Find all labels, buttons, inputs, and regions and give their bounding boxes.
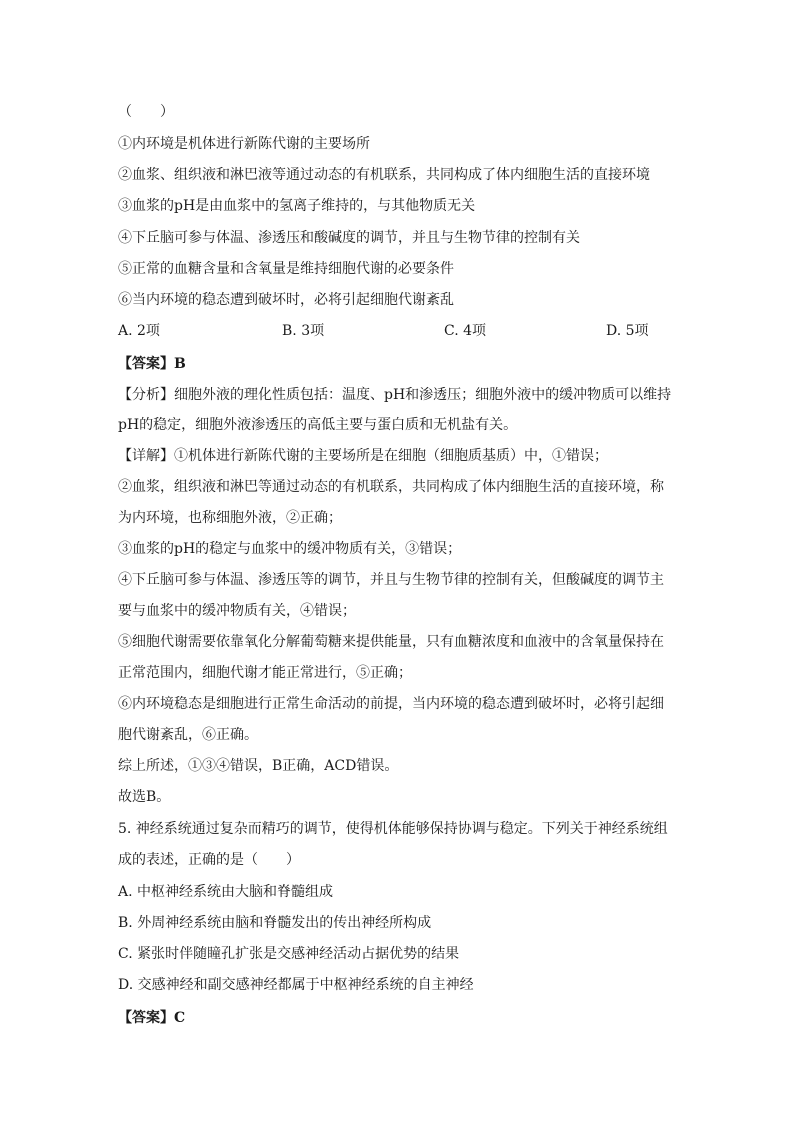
statement-3: ③血浆的pH是由血浆中的氢离子维持的，与其他物质无关 (118, 198, 476, 214)
statement-1: ①内环境是机体进行新陈代谢的主要场所 (118, 136, 370, 152)
detail-line-7: ⑤细胞代谢需要依靠氧化分解葡萄糖来提供能量，只有血糖浓度和血液中的含氧量保持在 (118, 634, 664, 650)
detail-line-10: 胞代谢紊乱，⑥正确。 (118, 727, 258, 743)
detail-line-2: ②血浆，组织液和淋巴等通过动态的有机联系，共同构成了体内细胞生活的直接环境，称 (118, 479, 664, 495)
question5-option-c: C. 紧张时伴随瞳孔扩张是交感神经活动占据优势的结果 (118, 946, 460, 962)
statement-5: ⑤正常的血糖含量和含氧量是维持细胞代谢的必要条件 (118, 261, 454, 277)
question5-stem-line-2: 成的表述，正确的是（ ） (118, 852, 300, 868)
statement-2: ②血浆、组织液和淋巴液等通过动态的有机联系，共同构成了体内细胞生活的直接环境 (118, 167, 650, 183)
statement-4: ④下丘脑可参与体温、渗透压和酸碱度的调节，并且与生物节律的控制有关 (118, 230, 580, 246)
option-a: A. 2项 (118, 323, 160, 339)
detail-line-4: ③血浆的pH的稳定与血浆中的缓冲物质有关，③错误； (118, 541, 462, 557)
detail-summary: 综上所述，①③④错误，B正确，ACD错误。 (118, 758, 399, 774)
question4-answer: 【答案】B (118, 356, 186, 372)
detail-line-1: 【详解】①机体进行新陈代谢的主要场所是在细胞（细胞质基质）中，①错误； (118, 448, 608, 464)
analysis-line-2: pH的稳定，细胞外液渗透压的高低主要与蛋白质和无机盐有关。 (118, 417, 518, 433)
option-c: C. 4项 (444, 323, 487, 339)
detail-conclusion: 故选B。 (118, 789, 171, 805)
option-b: B. 3项 (282, 323, 325, 339)
detail-line-3: 为内环境，也称细胞外液，②正确； (118, 510, 342, 526)
question4-stem-tail: （ ） (118, 104, 174, 120)
option-d: D. 5项 (606, 323, 649, 339)
statement-6: ⑥当内环境的稳态遭到破坏时，必将引起细胞代谢紊乱 (118, 292, 454, 308)
detail-line-6: 要与血浆中的缓冲物质有关，④错误； (118, 603, 356, 619)
question5-answer: 【答案】C (118, 1010, 186, 1026)
question5-option-d: D. 交感神经和副交感神经都属于中枢神经系统的自主神经 (118, 977, 474, 993)
question5-option-a: A. 中枢神经系统由大脑和脊髓组成 (118, 884, 334, 900)
detail-line-8: 正常范围内，细胞代谢才能正常进行，⑤正确； (118, 665, 412, 681)
question5-option-b: B. 外周神经系统由脑和脊髓发出的传出神经所构成 (118, 915, 432, 931)
question5-stem-line-1: 5. 神经系统通过复杂而精巧的调节，使得机体能够保持协调与稳定。下列关于神经系统组 (118, 821, 668, 837)
detail-line-9: ⑥内环境稳态是细胞进行正常生命活动的前提，当内环境的稳态遭到破坏时，必将引起细 (118, 696, 664, 712)
analysis-line-1: 【分析】细胞外液的理化性质包括：温度、pH和渗透压；细胞外液中的缓冲物质可以维持 (118, 387, 672, 403)
detail-line-5: ④下丘脑可参与体温、渗透压等的调节，并且与生物节律的控制有关，但酸碱度的调节主 (118, 572, 664, 588)
